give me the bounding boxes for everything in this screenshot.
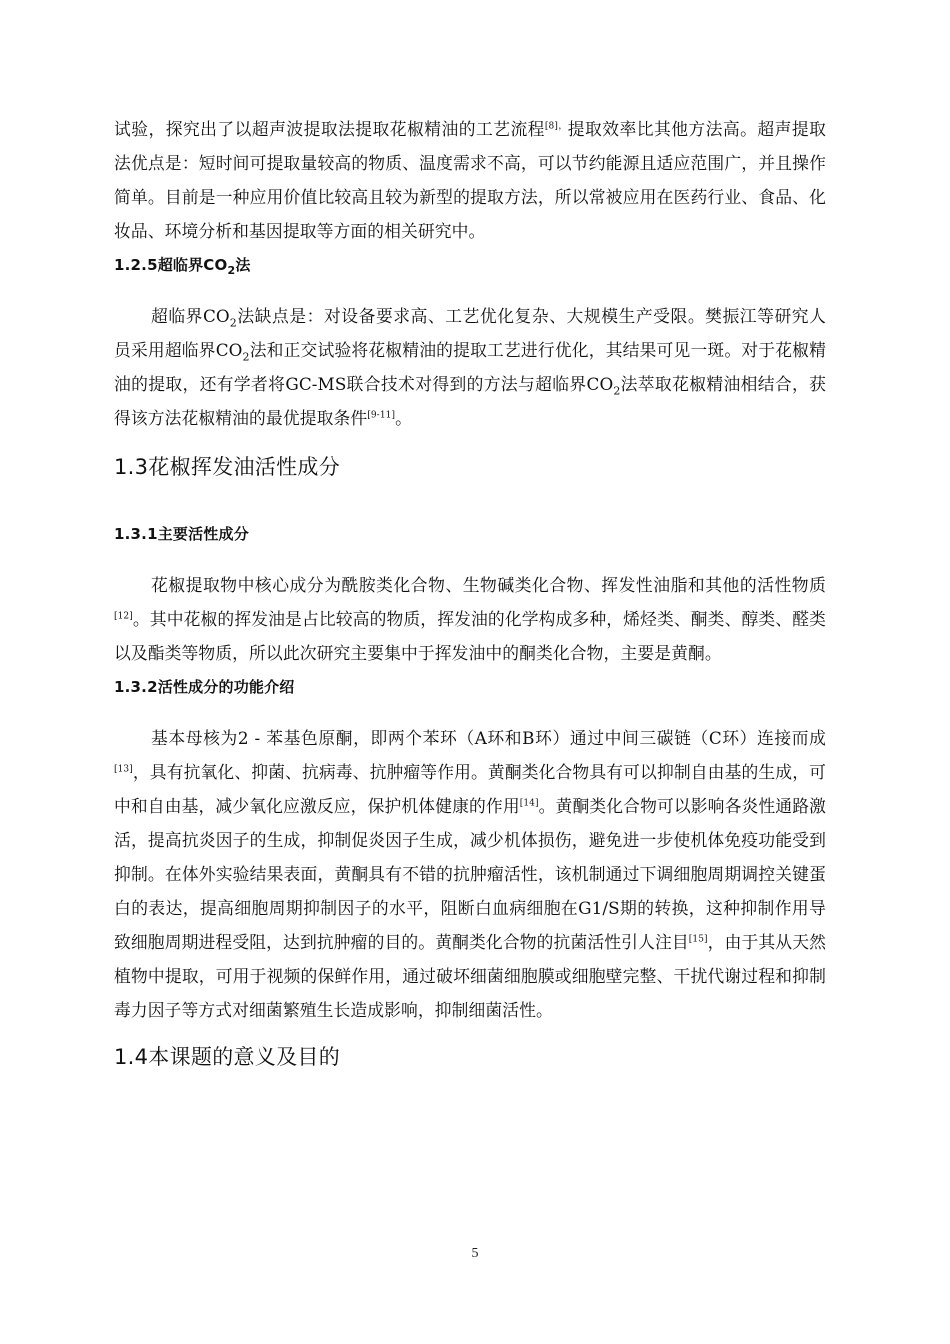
paragraph-text: ，具有抗氧化、抑菌、抗病毒、抗肿瘤等作用。黄酮类化合物具有可以抑制自由基的生成，可中和自由基，减少氧化应激反应，保护机体健康的作用 <box>114 762 826 816</box>
subscript: 2 <box>227 264 236 277</box>
paragraph-text: 花椒提取物中核心成分为酰胺类化合物、生物碱类化合物、挥发性油脂和其他的活性物质 <box>151 575 826 595</box>
paragraph-text: 试验，探究出了以超声波提取法提取花椒精油的工艺流程 <box>114 119 545 139</box>
paragraph-text: 提取效率比其他方法高。超声提取法优点是：短时间可提取量较高的物质、温度需求不高，可以节约能源且适应范围广，并且操作简单。目前是一种应用价值比较高且较为新型的提取方法，所以常被应用在医药行业、食品、化妆品、环境分析和基因提取等方面的相关研究中。 <box>114 119 826 241</box>
subscript: 2 <box>229 316 237 330</box>
heading-1-4: 1.4本课题的意义及目的 <box>114 1045 340 1069</box>
citation-ref: [9-11] <box>367 410 396 421</box>
paragraph-text: 法萃取花椒精油相结合，获得该方法花椒精油的最优提取条件 <box>114 374 827 428</box>
heading-text: 法 <box>235 256 251 274</box>
paragraph-supercritical-co2 <box>114 299 826 435</box>
page-content <box>114 112 826 1075</box>
paragraph-flavonoid-functions <box>114 721 826 1027</box>
citation-ref: [12] <box>114 611 133 622</box>
subscript: 2 <box>242 350 250 364</box>
paragraph-text: 。 <box>395 408 412 428</box>
citation-ref: [8]， <box>544 121 568 132</box>
page-number: 5 <box>471 1246 479 1261</box>
citation-ref: [14] <box>519 798 539 809</box>
paragraph-text: 法缺点是：对设备要求高、工艺优化复杂、大规模生产受限。樊振江等研究人员采用超临界CO <box>114 306 826 360</box>
heading-text: 1.2.5超临界CO <box>114 256 228 274</box>
paragraph-text: 超临界CO <box>151 306 230 326</box>
paragraph-main-active-components <box>114 568 826 670</box>
heading-1-3-2: 1.3.2活性成分的功能介绍 <box>114 678 295 696</box>
heading-1-3-1: 1.3.1主要活性成分 <box>114 525 249 543</box>
paragraph-text: 。其中花椒的挥发油是占比较高的物质，挥发油的化学构成多种，烯烃类、酮类、醇类、醛类以及酯类等物质，所以此次研究主要集中于挥发油中的酮类化合物，主要是黄酮。 <box>114 609 826 663</box>
subscript: 2 <box>613 384 621 398</box>
paragraph-text: 法和正交试验将花椒精油的提取工艺进行优化，其结果可见一斑。对于花椒精油的提取，还有学者将GC-MS联合技术对得到的方法与超临界CO <box>114 340 826 394</box>
paragraph-text: 基本母核为2 - 苯基色原酮，即两个苯环（A环和B环）通过中间三碳链（C环）连接而成 <box>151 728 826 748</box>
heading-1-2-5 <box>114 248 826 282</box>
paragraph-ultrasonic-extraction <box>114 112 826 248</box>
heading-1-3: 1.3花椒挥发油活性成分 <box>114 455 340 479</box>
paragraph-text: 。黄酮类化合物可以影响各炎性通路激活，提高抗炎因子的生成，抑制促炎因子生成，减少机体损伤，避免进一步使机体免疫功能受到抑制。在体外实验结果表面，黄酮具有不错的抗肿瘤活性，该机制通过下调细胞周期调控关键蛋白的表达，提高细胞周期抑制因子的水平，阻断白血病细胞在G1/S期的转换，这种抑制作用导致细胞周期进程受阻，达到抗肿瘤的目的。黄酮类化合物的抗菌活性引人注目 <box>114 796 827 952</box>
citation-ref: [15] <box>688 934 708 945</box>
paragraph-text: ，由于其从天然植物中提取，可用于视频的保鲜作用，通过破坏细菌细胞膜或细胞壁完整、干扰代谢过程和抑制毒力因子等方式对细菌繁殖生长造成影响，抑制细菌活性。 <box>114 932 826 1020</box>
citation-ref: [13] <box>114 764 133 775</box>
